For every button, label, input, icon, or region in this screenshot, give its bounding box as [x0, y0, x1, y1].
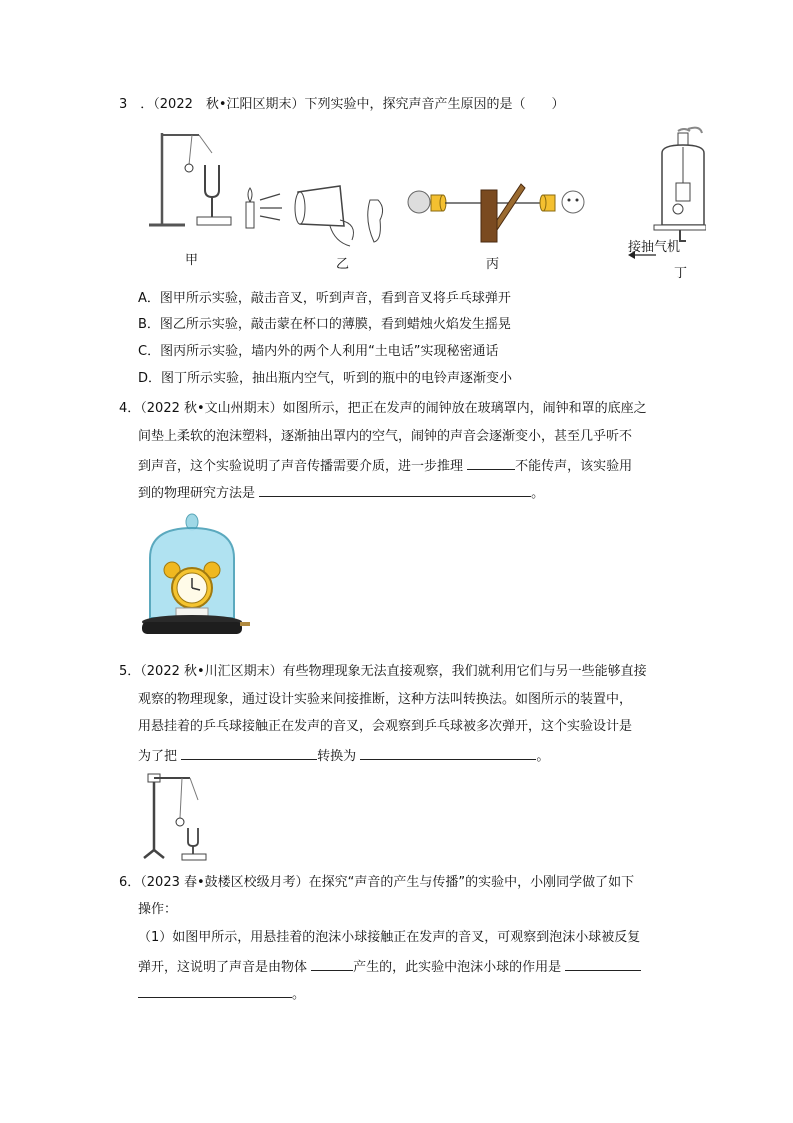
q4-line1: 4．（2022 秋•文山州期末）如图所示，把正在发声的闹钟放在玻璃罩内，闹钟和罩的底座之 [119, 401, 647, 416]
q5-line2: 观察的物理现象，通过设计实验来间接推断，这种方法叫转换法。如图所示的装置中， [138, 692, 633, 707]
q6-blank-1[interactable] [311, 956, 353, 971]
figure-bing-string-telephone [403, 180, 603, 248]
q6-line5 [138, 983, 305, 1004]
q6-line3: （1）如图甲所示，用悬挂着的泡沫小球接触正在发声的音叉，可观察到泡沫小球被反复 [138, 930, 641, 945]
q4-line4 [138, 482, 544, 503]
q6-line4-text-a: 弹开，这说明了声音是由物体 [138, 960, 308, 975]
q3-option-d: D．图丁所示实验，抽出瓶内空气，听到的瓶中的电铃声逐渐变小 [138, 371, 513, 386]
q4-blank-2[interactable] [259, 482, 531, 497]
q5-line1: 5．（2022 秋•川汇区期末）有些物理现象无法直接观察，我们就利用它们与另一些能够直接 [119, 664, 647, 679]
q4-line4-text-b: 。 [531, 486, 545, 501]
q4-line4-text-a: 到的物理研究方法是 [138, 486, 256, 501]
q4-line2: 间垫上柔软的泡沫塑料，逐渐抽出罩内的空气，闹钟的声音会逐渐变小，甚至几乎听不 [138, 429, 633, 444]
q4-blank-1[interactable] [467, 455, 515, 470]
q6-line1: 6．（2023 春•鼓楼区校级月考）在探究“声音的产生与传播”的实验中，小刚同学做了如下 [119, 875, 635, 890]
q6-line4 [138, 956, 641, 977]
q5-blank-1[interactable] [181, 745, 317, 760]
q6-line5-text: 。 [292, 987, 306, 1002]
q4-line3 [138, 455, 632, 476]
fig-label-bing: 丙 [486, 257, 500, 272]
q5-blank-2[interactable] [360, 745, 536, 760]
q6-blank-2[interactable] [565, 956, 641, 971]
q5-line4 [138, 745, 549, 766]
q5-line4-text-c: 。 [536, 749, 550, 764]
q4-line3-text-b: 不能传声，该实验用 [515, 459, 633, 474]
figure-yi-candle [240, 180, 405, 250]
q3-option-c: C．图丙所示实验，墙内外的两个人利用“土电话”实现秘密通话 [138, 344, 499, 359]
pump-label: 接抽气机 [628, 240, 681, 255]
q6-blank-2-cont[interactable] [138, 983, 292, 998]
q5-line4-text-a: 为了把 [138, 749, 178, 764]
q6-line2: 操作： [138, 902, 178, 917]
q5-line4-text-b: 转换为 [317, 749, 357, 764]
q6-line4-text-b: 产生的，此实验中泡沫小球的作用是 [353, 960, 562, 975]
q5-line3: 用悬挂着的乒乓球接触正在发声的音叉，会观察到乒乓球被多次弹开，这个实验设计是 [138, 719, 633, 734]
fig-label-jia: 甲 [185, 253, 199, 268]
q3-stem: 3 ．（2022 秋•江阳区期末）下列实验中，探究声音产生原因的是（ ） [119, 97, 565, 112]
fig-label-ding: 丁 [674, 266, 688, 281]
fig-label-yi: 乙 [336, 257, 350, 272]
q3-option-b: B．图乙所示实验，敲击蒙在杯口的薄膜，看到蜡烛火焰发生摇晃 [138, 317, 511, 332]
figure-alarm-clock-bell-jar [140, 510, 255, 642]
figure-jia-tuning-fork [137, 125, 247, 237]
q3-option-a: A．图甲所示实验，敲击音叉，听到声音，看到音叉将乒乓球弹开 [138, 291, 511, 306]
figure-tuning-fork-pingpong [138, 770, 210, 862]
q4-line3-text-a: 到声音，这个实验说明了声音传播需要介质，进一步推理 [138, 459, 464, 474]
